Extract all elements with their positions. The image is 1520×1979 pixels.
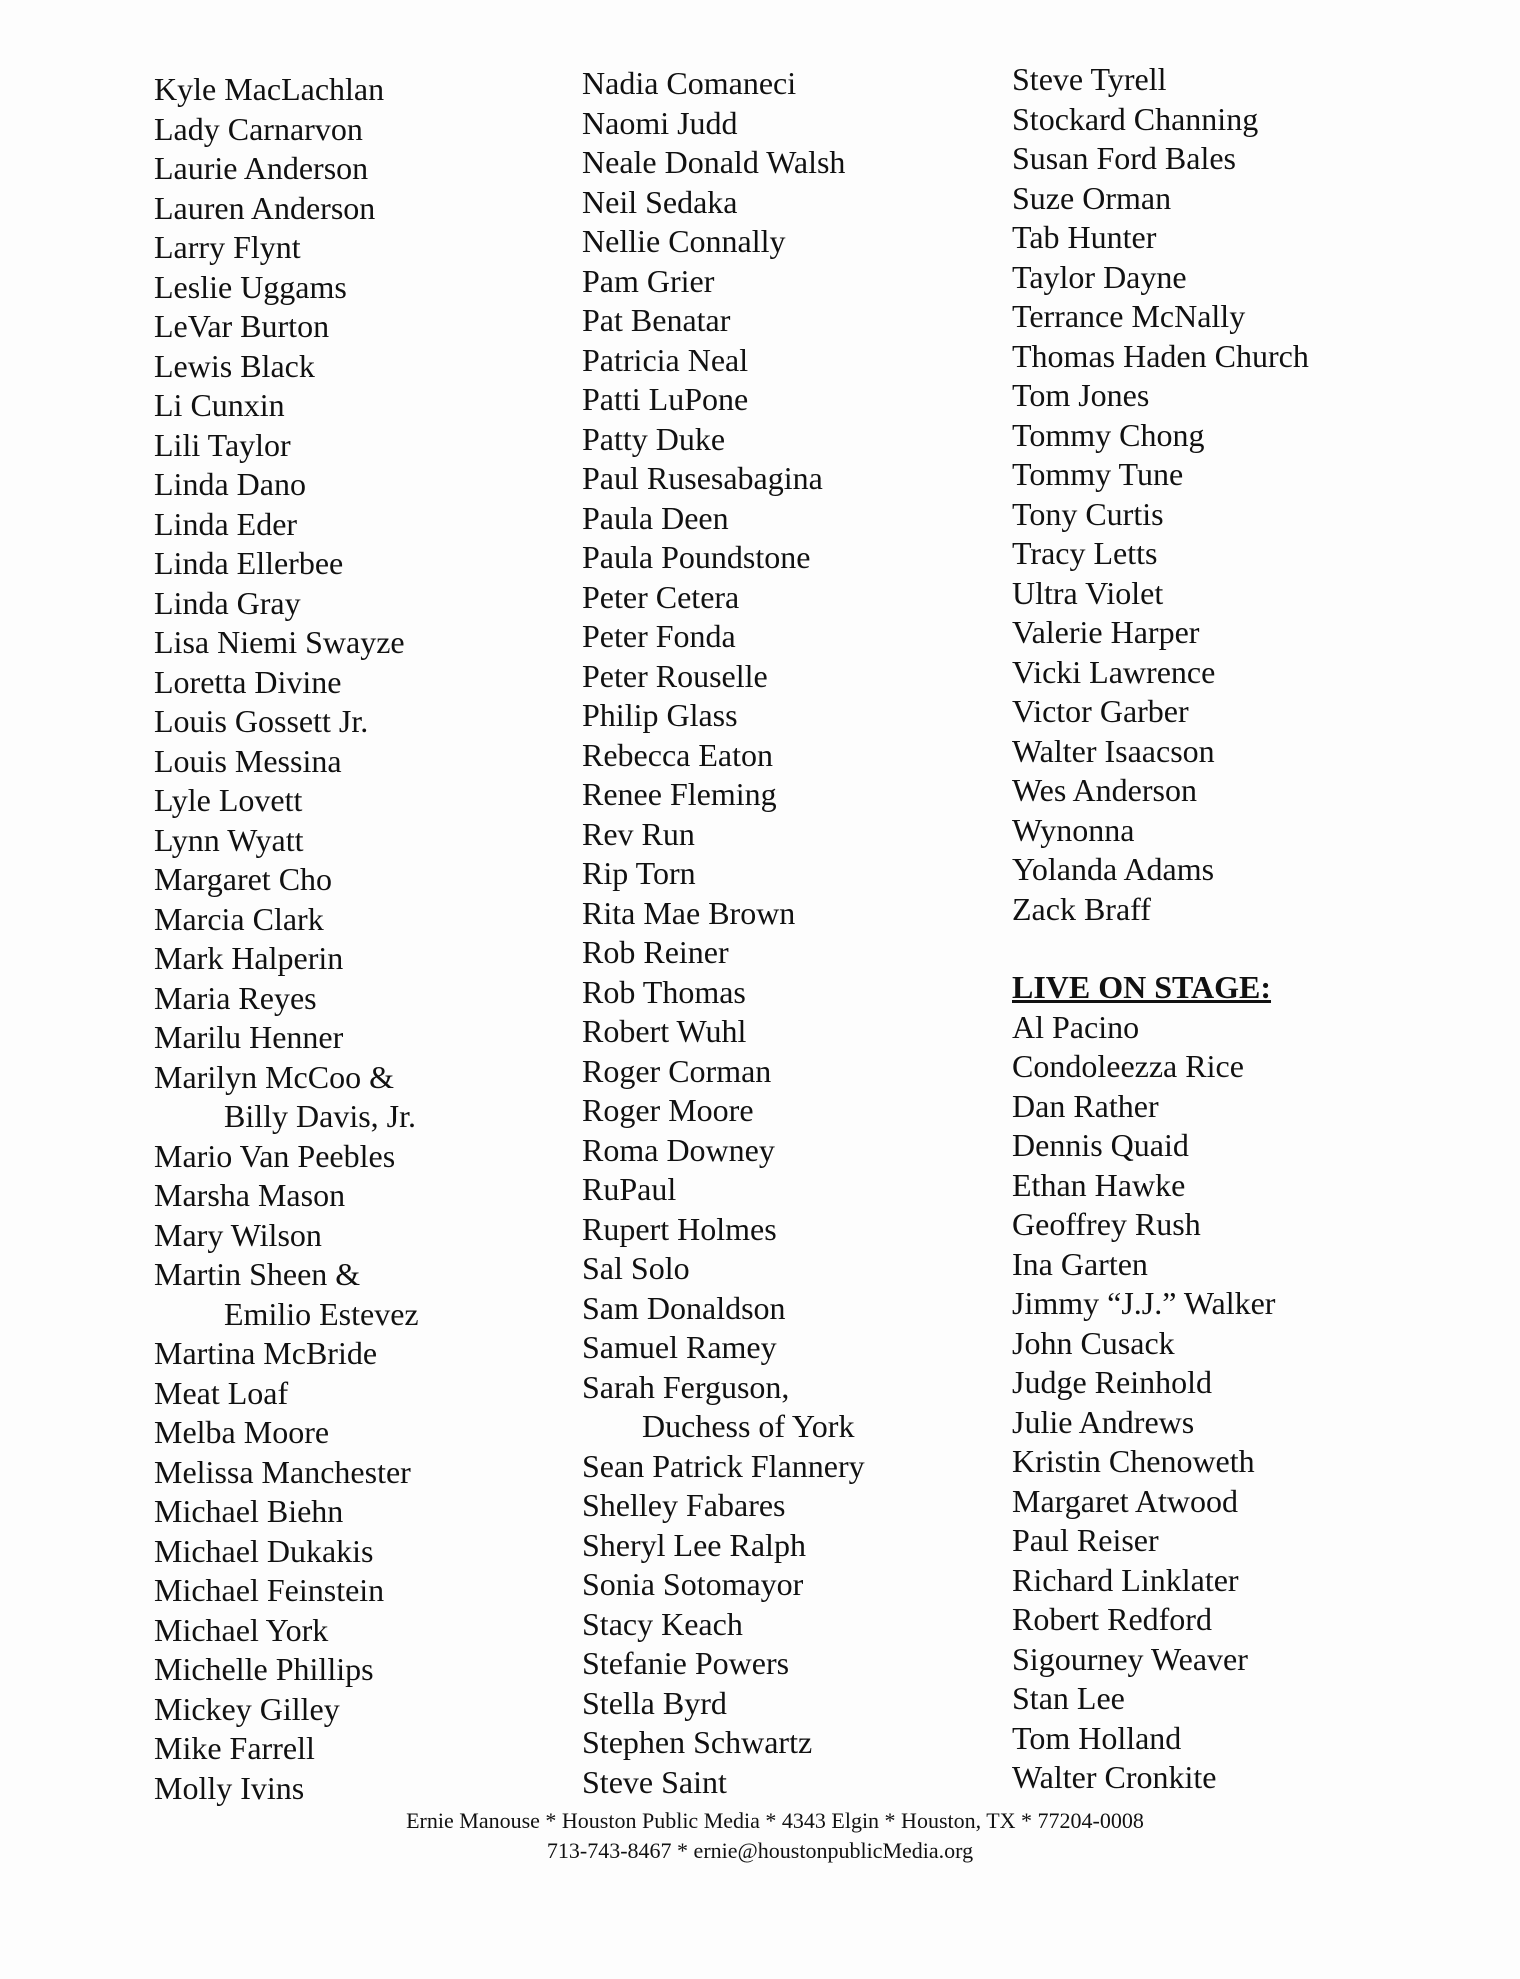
- name-entry: Stacy Keach: [582, 1605, 743, 1642]
- name-entry: Terrance McNally: [1012, 298, 1246, 334]
- name-entry: Richard Linklater: [1012, 1561, 1239, 1598]
- name-entry: Tommy Tune: [1012, 456, 1184, 492]
- name-entry: Vicki Lawrence: [1012, 653, 1216, 690]
- name-entry: Naomi Judd: [582, 104, 738, 141]
- name-entry: Lewis Black: [154, 347, 315, 384]
- name-entry: Neil Sedaka: [582, 183, 738, 220]
- name-entry: Tom Jones: [1012, 377, 1150, 413]
- name-entry: Roma Downey: [582, 1131, 775, 1168]
- names-column-1: [154, 70, 419, 1808]
- name-entry: Molly Ivins: [154, 1769, 305, 1806]
- name-entry: Rebecca Eaton: [582, 736, 773, 773]
- name-entry: Stefanie Powers: [582, 1645, 790, 1681]
- name-entry: Stella Byrd: [582, 1684, 727, 1721]
- name-entry: Paula Deen: [582, 499, 729, 536]
- name-entry: Dennis Quaid: [1012, 1127, 1189, 1163]
- name-entry: Wes Anderson: [1012, 772, 1197, 808]
- name-entry: Stephen Schwartz: [582, 1724, 813, 1760]
- name-entry: Judge Reinhold: [1012, 1364, 1212, 1400]
- name-entry: John Cusack: [1012, 1324, 1175, 1361]
- name-entry: Valerie Harper: [1012, 614, 1200, 650]
- name-entry: Rev Run: [582, 815, 695, 852]
- names-column-3: [1012, 60, 1309, 1798]
- name-entry: Rob Thomas: [582, 973, 746, 1010]
- footer-contact-phone-email: 713-743-8467 * ernie@houstonpublicMedia.org: [546, 1838, 974, 1863]
- name-entry: Lynn Wyatt: [154, 821, 304, 858]
- name-entry: Martina McBride: [154, 1335, 378, 1371]
- name-entry: Michael Biehn: [154, 1493, 344, 1529]
- name-entry: Al Pacino: [1012, 1008, 1140, 1045]
- name-entry: Renee Fleming: [582, 776, 777, 812]
- name-entry: Marilyn McCoo &: [154, 1058, 394, 1095]
- name-entry: Julie Andrews: [1012, 1403, 1195, 1440]
- name-entry: Jimmy “J.J.” Walker: [1012, 1285, 1276, 1321]
- name-entry: Marilu Henner: [154, 1019, 344, 1055]
- name-entry: Yolanda Adams: [1012, 851, 1215, 887]
- names-column-2: [582, 64, 865, 1802]
- name-entry: Tommy Chong: [1012, 416, 1205, 453]
- name-entry: Steve Tyrell: [1012, 61, 1167, 97]
- name-entry: Kyle MacLachlan: [154, 71, 385, 107]
- name-entry: Michael Feinstein: [154, 1572, 385, 1608]
- name-entry: Mary Wilson: [154, 1216, 322, 1253]
- name-entry: Patty Duke: [582, 420, 726, 457]
- name-entry: Mark Halperin: [154, 940, 344, 976]
- name-entry: Sarah Ferguson,: [582, 1368, 790, 1405]
- name-entry: Wynonna: [1012, 811, 1135, 848]
- name-entry: Thomas Haden Church: [1012, 337, 1309, 374]
- name-entry: Maria Reyes: [154, 979, 317, 1016]
- footer: [0, 1806, 1520, 1866]
- name-entry: Sal Solo: [582, 1250, 690, 1286]
- name-entry: Sonia Sotomayor: [582, 1566, 804, 1602]
- name-entry: Sigourney Weaver: [1012, 1640, 1248, 1677]
- name-entry: Mickey Gilley: [154, 1690, 340, 1727]
- name-entry: Patricia Neal: [582, 341, 749, 378]
- name-entry: Larry Flynt: [154, 229, 301, 265]
- name-entry: Paula Poundstone: [582, 539, 811, 575]
- name-entry: Pat Benatar: [582, 302, 731, 338]
- name-entry: Lili Taylor: [154, 426, 291, 463]
- name-entry: Mario Van Peebles: [154, 1137, 396, 1174]
- name-entry: Ethan Hawke: [1012, 1166, 1186, 1203]
- name-entry: Duchess of York: [642, 1408, 855, 1444]
- name-entry: Louis Messina: [154, 742, 342, 779]
- name-entry: Lady Carnarvon: [154, 110, 363, 147]
- name-entry: Sam Donaldson: [582, 1289, 786, 1326]
- name-entry: Walter Cronkite: [1012, 1759, 1217, 1795]
- name-entry: Rupert Holmes: [582, 1210, 777, 1247]
- name-entry: Zack Braff: [1012, 890, 1151, 927]
- name-entry: Peter Cetera: [582, 578, 740, 615]
- name-entry: Susan Ford Bales: [1012, 140, 1236, 176]
- name-entry: Lyle Lovett: [154, 782, 303, 818]
- name-entry: Loretta Divine: [154, 663, 342, 700]
- name-entry: Laurie Anderson: [154, 150, 369, 186]
- name-entry: Nadia Comaneci: [582, 65, 797, 101]
- name-entry: Melissa Manchester: [154, 1453, 411, 1490]
- name-entry: Paul Rusesabagina: [582, 460, 823, 496]
- name-entry: Tom Holland: [1012, 1719, 1182, 1756]
- name-entry: Linda Gray: [154, 584, 301, 621]
- name-entry: Robert Redford: [1012, 1601, 1212, 1637]
- name-entry: Patti LuPone: [582, 381, 749, 417]
- name-entry: Victor Garber: [1012, 693, 1189, 729]
- name-entry: Walter Isaacson: [1012, 732, 1215, 769]
- name-entry: Stan Lee: [1012, 1680, 1125, 1716]
- name-entry: Robert Wuhl: [582, 1013, 747, 1049]
- name-entry: Peter Fonda: [582, 618, 736, 654]
- name-entry: Tab Hunter: [1012, 219, 1157, 255]
- name-entry: Taylor Dayne: [1012, 258, 1187, 295]
- name-entry: Linda Dano: [154, 466, 306, 502]
- name-entry: Martin Sheen &: [154, 1256, 361, 1292]
- name-entry: Peter Rouselle: [582, 657, 768, 694]
- name-entry: Roger Corman: [582, 1052, 772, 1089]
- name-entry: Kristin Chenoweth: [1012, 1443, 1255, 1479]
- name-entry: Sheryl Lee Ralph: [582, 1526, 806, 1563]
- name-entry: Rip Torn: [582, 855, 696, 891]
- section-heading-live-on-stage: LIVE ON STAGE:: [1012, 969, 1272, 1005]
- name-entry: Billy Davis, Jr.: [224, 1098, 417, 1134]
- name-entry: Michelle Phillips: [154, 1651, 374, 1687]
- name-entry: Lisa Niemi Swayze: [154, 624, 405, 660]
- name-entry: Linda Eder: [154, 505, 298, 542]
- name-entry: Li Cunxin: [154, 387, 285, 423]
- name-entry: Shelley Fabares: [582, 1487, 786, 1523]
- live-on-stage-list: [1012, 1008, 1309, 1798]
- name-entry: Melba Moore: [154, 1414, 330, 1450]
- name-entry: Stockard Channing: [1012, 100, 1259, 137]
- name-entry: Nellie Connally: [582, 223, 786, 259]
- name-entry: Roger Moore: [582, 1092, 754, 1128]
- name-entry: Tony Curtis: [1012, 495, 1164, 532]
- name-entry: Michael York: [154, 1611, 329, 1648]
- name-entry: LeVar Burton: [154, 308, 330, 344]
- name-entry: Ina Garten: [1012, 1245, 1148, 1282]
- name-entry: Steve Saint: [582, 1763, 727, 1800]
- name-entry: Ultra Violet: [1012, 574, 1164, 611]
- name-entry: RuPaul: [582, 1171, 677, 1207]
- name-entry: Linda Ellerbee: [154, 545, 344, 581]
- name-entry: Dan Rather: [1012, 1087, 1159, 1124]
- name-entry: Samuel Ramey: [582, 1329, 777, 1365]
- name-entry: Margaret Atwood: [1012, 1482, 1239, 1519]
- name-entry: Condoleezza Rice: [1012, 1048, 1244, 1084]
- name-entry: Pam Grier: [582, 262, 715, 299]
- name-entry: Rob Reiner: [582, 934, 729, 970]
- names-list-3: [1012, 60, 1309, 929]
- name-entry: Rita Mae Brown: [582, 894, 796, 931]
- name-entry: Margaret Cho: [154, 861, 333, 897]
- name-entry: Philip Glass: [582, 697, 738, 733]
- name-entry: Louis Gossett Jr.: [154, 703, 369, 739]
- name-entry: Paul Reiser: [1012, 1522, 1159, 1558]
- footer-contact-address: Ernie Manouse * Houston Public Media * 4343 Elgin * Houston, TX * 77204-0008: [406, 1808, 1144, 1833]
- name-entry: Marsha Mason: [154, 1177, 346, 1213]
- name-entry: Suze Orman: [1012, 179, 1172, 216]
- name-entry: Marcia Clark: [154, 900, 324, 937]
- name-entry: Meat Loaf: [154, 1374, 289, 1411]
- name-entry: Emilio Estevez: [224, 1295, 419, 1332]
- name-entry: Geoffrey Rush: [1012, 1206, 1201, 1242]
- name-entry: Tracy Letts: [1012, 535, 1158, 571]
- name-entry: Mike Farrell: [154, 1730, 315, 1766]
- name-entry: Neale Donald Walsh: [582, 144, 846, 180]
- name-entry: Michael Dukakis: [154, 1532, 374, 1569]
- name-entry: Lauren Anderson: [154, 189, 376, 226]
- name-entry: Sean Patrick Flannery: [582, 1447, 865, 1484]
- name-entry: Leslie Uggams: [154, 268, 347, 305]
